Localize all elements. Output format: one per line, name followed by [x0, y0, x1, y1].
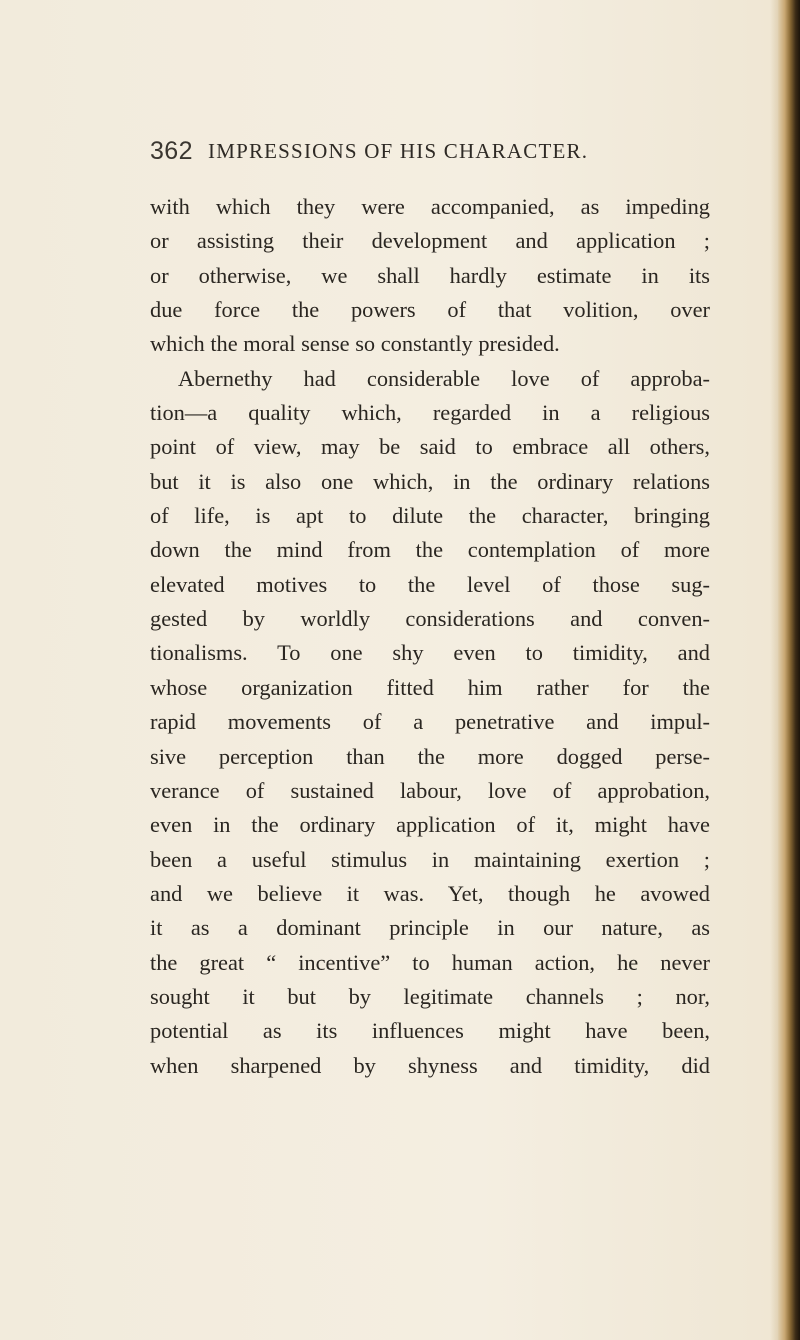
text-line: point of view, may be said to embrace all others,: [150, 434, 710, 460]
text-line: rapid movements of a penetrative and impul-: [150, 709, 710, 735]
page-header: [150, 137, 750, 173]
text-line: of life, is apt to dilute the character, bringing: [150, 503, 710, 529]
running-head: IMPRESSIONS OF HIS CHARACTER.: [208, 139, 589, 163]
text-line: tionalisms. To one shy even to timidity, and: [150, 640, 710, 666]
page-number: 362: [150, 137, 193, 165]
text-line: sive perception than the more dogged perse-: [150, 743, 710, 769]
body-text: [150, 190, 710, 1083]
text-line: with which they were accompanied, as impeding: [150, 194, 710, 219]
text-line: elevated motives to the level of those sug-: [150, 571, 710, 597]
text-line: which the moral sense so constantly presided.: [150, 331, 560, 357]
text-line: potential as its influences might have been,: [150, 1018, 710, 1044]
text-line: tion—a quality which, regarded in a religious: [150, 400, 710, 426]
text-line: and we believe it was. Yet, though he avowed: [150, 880, 710, 906]
text-line: or assisting their development and application ;: [150, 228, 710, 254]
text-line: whose organization fitted him rather for the: [150, 674, 710, 700]
book-edge: [778, 0, 800, 1340]
text-line: gested by worldly considerations and conven-: [150, 606, 710, 632]
text-line: been a useful stimulus in maintaining exertion ;: [150, 846, 710, 872]
text-line: or otherwise, we shall hardly estimate in its: [150, 262, 710, 288]
text-line: even in the ordinary application of it, might have: [150, 812, 710, 838]
text-line: due force the powers of that volition, over: [150, 297, 710, 323]
page-gutter-shadow: [770, 0, 778, 1340]
text-line: sought it but by legitimate channels ; nor,: [150, 983, 710, 1009]
paragraph-first-line: Abernethy had considerable love of approba-: [178, 365, 710, 391]
text-line: it as a dominant principle in our nature, as: [150, 915, 710, 941]
text-line: down the mind from the contemplation of more: [150, 537, 710, 563]
text-line: but it is also one which, in the ordinary relations: [150, 468, 710, 494]
text-line: when sharpened by shyness and timidity, did: [150, 1052, 710, 1078]
text-line: verance of sustained labour, love of approbation,: [150, 777, 710, 803]
text-line: the great “ incentive” to human action, he never: [150, 949, 710, 975]
